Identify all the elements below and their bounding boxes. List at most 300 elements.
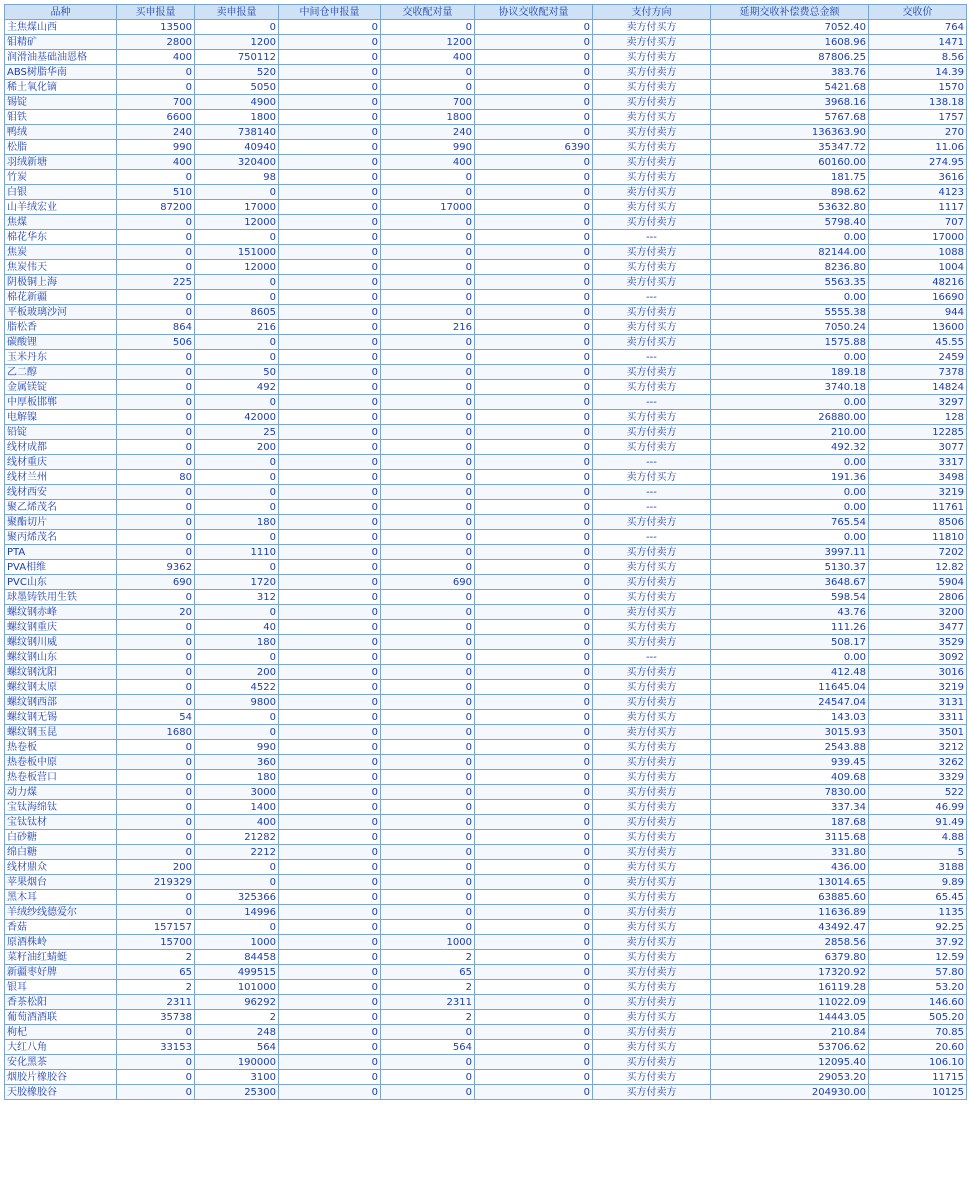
cell-agreement-delivery-matched: 0 [475, 185, 593, 200]
table-row [5, 1085, 967, 1100]
cell-delivery-matched: 0 [381, 230, 475, 245]
cell-delivery-price: 8506 [869, 515, 967, 530]
cell-buy-declared: 0 [117, 545, 195, 560]
cell-payment-direction: 买方付卖方 [593, 980, 711, 995]
cell-intermediate-warehouse-declared: 0 [279, 185, 381, 200]
cell-delivery-matched: 0 [381, 65, 475, 80]
cell-delivery-matched: 0 [381, 560, 475, 575]
cell-delivery-price: 11715 [869, 1070, 967, 1085]
table-row [5, 845, 967, 860]
cell-intermediate-warehouse-declared: 0 [279, 875, 381, 890]
cell-variety: 电解镍 [5, 410, 117, 425]
cell-deferred-compensation-total: 191.36 [711, 470, 869, 485]
cell-delivery-price: 764 [869, 20, 967, 35]
cell-deferred-compensation-total: 0.00 [711, 500, 869, 515]
cell-agreement-delivery-matched: 0 [475, 605, 593, 620]
cell-delivery-price: 12.82 [869, 560, 967, 575]
table-row [5, 1040, 967, 1055]
table-row [5, 770, 967, 785]
cell-payment-direction: 买方付卖方 [593, 620, 711, 635]
cell-agreement-delivery-matched: 0 [475, 515, 593, 530]
cell-payment-direction: 买方付卖方 [593, 155, 711, 170]
cell-deferred-compensation-total: 35347.72 [711, 140, 869, 155]
cell-variety: 热卷板营口 [5, 770, 117, 785]
cell-delivery-price: 4.88 [869, 830, 967, 845]
cell-deferred-compensation-total: 17320.92 [711, 965, 869, 980]
cell-delivery-matched: 0 [381, 1070, 475, 1085]
cell-payment-direction: 买方付卖方 [593, 1055, 711, 1070]
table-row [5, 1025, 967, 1040]
cell-intermediate-warehouse-declared: 0 [279, 200, 381, 215]
cell-variety: 香菇 [5, 920, 117, 935]
cell-variety: 烟胶片橡胶谷 [5, 1070, 117, 1085]
cell-delivery-price: 1117 [869, 200, 967, 215]
cell-intermediate-warehouse-declared: 0 [279, 650, 381, 665]
cell-agreement-delivery-matched: 0 [475, 170, 593, 185]
table-row [5, 455, 967, 470]
cell-buy-declared: 225 [117, 275, 195, 290]
table-row [5, 245, 967, 260]
cell-buy-declared: 20 [117, 605, 195, 620]
cell-agreement-delivery-matched: 0 [475, 200, 593, 215]
column-header-agreement-delivery-matched: 协议交收配对量 [475, 5, 593, 20]
cell-intermediate-warehouse-declared: 0 [279, 740, 381, 755]
table-row [5, 560, 967, 575]
cell-intermediate-warehouse-declared: 0 [279, 545, 381, 560]
cell-delivery-matched: 0 [381, 20, 475, 35]
cell-delivery-matched: 17000 [381, 200, 475, 215]
cell-delivery-matched: 0 [381, 830, 475, 845]
cell-deferred-compensation-total: 5555.38 [711, 305, 869, 320]
cell-payment-direction: 买方付卖方 [593, 245, 711, 260]
cell-delivery-price: 1004 [869, 260, 967, 275]
table-row [5, 350, 967, 365]
table-row [5, 320, 967, 335]
table-row [5, 155, 967, 170]
cell-delivery-price: 65.45 [869, 890, 967, 905]
cell-intermediate-warehouse-declared: 0 [279, 755, 381, 770]
cell-delivery-price: 10125 [869, 1085, 967, 1100]
cell-delivery-price: 1757 [869, 110, 967, 125]
cell-buy-declared: 400 [117, 155, 195, 170]
cell-variety: 羽绒新塘 [5, 155, 117, 170]
cell-intermediate-warehouse-declared: 0 [279, 455, 381, 470]
cell-deferred-compensation-total: 53632.80 [711, 200, 869, 215]
cell-deferred-compensation-total: 12095.40 [711, 1055, 869, 1070]
cell-deferred-compensation-total: 3740.18 [711, 380, 869, 395]
cell-delivery-matched: 0 [381, 290, 475, 305]
cell-payment-direction: 卖方付买方 [593, 560, 711, 575]
cell-variety: 螺纹钢太原 [5, 680, 117, 695]
cell-variety: 聚丙烯茂名 [5, 530, 117, 545]
cell-deferred-compensation-total: 436.00 [711, 860, 869, 875]
cell-intermediate-warehouse-declared: 0 [279, 920, 381, 935]
cell-deferred-compensation-total: 29053.20 [711, 1070, 869, 1085]
cell-variety: 枸杞 [5, 1025, 117, 1040]
cell-deferred-compensation-total: 1575.88 [711, 335, 869, 350]
cell-variety: 葡萄酒酒联 [5, 1010, 117, 1025]
cell-buy-declared: 240 [117, 125, 195, 140]
cell-sell-declared: 25300 [195, 1085, 279, 1100]
cell-delivery-price: 146.60 [869, 995, 967, 1010]
cell-agreement-delivery-matched: 0 [475, 1055, 593, 1070]
cell-delivery-price: 7202 [869, 545, 967, 560]
cell-delivery-matched: 0 [381, 365, 475, 380]
cell-agreement-delivery-matched: 0 [475, 380, 593, 395]
cell-buy-declared: 15700 [117, 935, 195, 950]
cell-deferred-compensation-total: 412.48 [711, 665, 869, 680]
cell-agreement-delivery-matched: 0 [475, 500, 593, 515]
cell-variety: 安化黑茶 [5, 1055, 117, 1070]
cell-agreement-delivery-matched: 0 [475, 950, 593, 965]
cell-deferred-compensation-total: 63885.60 [711, 890, 869, 905]
table-row [5, 290, 967, 305]
cell-deferred-compensation-total: 210.84 [711, 1025, 869, 1040]
cell-delivery-price: 3297 [869, 395, 967, 410]
cell-intermediate-warehouse-declared: 0 [279, 995, 381, 1010]
cell-delivery-matched: 2 [381, 1010, 475, 1025]
cell-deferred-compensation-total: 16119.28 [711, 980, 869, 995]
cell-deferred-compensation-total: 204930.00 [711, 1085, 869, 1100]
cell-deferred-compensation-total: 5130.37 [711, 560, 869, 575]
cell-variety: 金属镁锭 [5, 380, 117, 395]
cell-variety: 线材成都 [5, 440, 117, 455]
cell-sell-declared: 248 [195, 1025, 279, 1040]
cell-agreement-delivery-matched: 0 [475, 830, 593, 845]
cell-buy-declared: 0 [117, 755, 195, 770]
cell-payment-direction: 买方付卖方 [593, 575, 711, 590]
cell-agreement-delivery-matched: 0 [475, 155, 593, 170]
cell-delivery-matched: 0 [381, 245, 475, 260]
table-row [5, 275, 967, 290]
cell-delivery-matched: 0 [381, 755, 475, 770]
cell-agreement-delivery-matched: 0 [475, 1085, 593, 1100]
cell-delivery-price: 48216 [869, 275, 967, 290]
cell-delivery-matched: 2 [381, 950, 475, 965]
cell-deferred-compensation-total: 43492.47 [711, 920, 869, 935]
cell-payment-direction: 买方付卖方 [593, 965, 711, 980]
cell-sell-declared: 1000 [195, 935, 279, 950]
cell-intermediate-warehouse-declared: 0 [279, 980, 381, 995]
cell-buy-declared: 80 [117, 470, 195, 485]
cell-variety: 螺纹钢西部 [5, 695, 117, 710]
cell-sell-declared: 180 [195, 635, 279, 650]
cell-delivery-matched: 0 [381, 845, 475, 860]
cell-deferred-compensation-total: 0.00 [711, 530, 869, 545]
cell-deferred-compensation-total: 2543.88 [711, 740, 869, 755]
cell-delivery-price: 3529 [869, 635, 967, 650]
cell-delivery-matched: 0 [381, 665, 475, 680]
cell-variety: 铅锭 [5, 425, 117, 440]
cell-deferred-compensation-total: 1608.96 [711, 35, 869, 50]
table-row [5, 305, 967, 320]
cell-payment-direction: 卖方付买方 [593, 725, 711, 740]
cell-delivery-matched: 65 [381, 965, 475, 980]
cell-delivery-matched: 0 [381, 635, 475, 650]
cell-buy-declared: 33153 [117, 1040, 195, 1055]
cell-delivery-price: 92.25 [869, 920, 967, 935]
cell-delivery-matched: 0 [381, 410, 475, 425]
cell-sell-declared: 9800 [195, 695, 279, 710]
cell-buy-declared: 1680 [117, 725, 195, 740]
cell-payment-direction: --- [593, 230, 711, 245]
cell-deferred-compensation-total: 3997.11 [711, 545, 869, 560]
cell-deferred-compensation-total: 5798.40 [711, 215, 869, 230]
cell-buy-declared: 506 [117, 335, 195, 350]
cell-variety: 中厚板邯郸 [5, 395, 117, 410]
table-row [5, 185, 967, 200]
cell-buy-declared: 0 [117, 590, 195, 605]
cell-buy-declared: 0 [117, 365, 195, 380]
cell-buy-declared: 13500 [117, 20, 195, 35]
cell-deferred-compensation-total: 3115.68 [711, 830, 869, 845]
cell-payment-direction: 买方付卖方 [593, 260, 711, 275]
cell-delivery-price: 1471 [869, 35, 967, 50]
cell-intermediate-warehouse-declared: 0 [279, 575, 381, 590]
cell-agreement-delivery-matched: 0 [475, 320, 593, 335]
cell-intermediate-warehouse-declared: 0 [279, 140, 381, 155]
cell-buy-declared: 0 [117, 515, 195, 530]
cell-payment-direction: 买方付卖方 [593, 1025, 711, 1040]
cell-sell-declared: 325366 [195, 890, 279, 905]
cell-agreement-delivery-matched: 0 [475, 110, 593, 125]
cell-delivery-matched: 1800 [381, 110, 475, 125]
table-row [5, 470, 967, 485]
cell-delivery-matched: 0 [381, 920, 475, 935]
table-row [5, 545, 967, 560]
cell-intermediate-warehouse-declared: 0 [279, 425, 381, 440]
cell-delivery-price: 138.18 [869, 95, 967, 110]
cell-buy-declared: 0 [117, 350, 195, 365]
cell-agreement-delivery-matched: 0 [475, 335, 593, 350]
cell-intermediate-warehouse-declared: 0 [279, 830, 381, 845]
cell-delivery-matched: 0 [381, 275, 475, 290]
cell-payment-direction: --- [593, 650, 711, 665]
cell-deferred-compensation-total: 7830.00 [711, 785, 869, 800]
cell-intermediate-warehouse-declared: 0 [279, 785, 381, 800]
cell-sell-declared: 0 [195, 485, 279, 500]
table-row [5, 785, 967, 800]
cell-sell-declared: 12000 [195, 215, 279, 230]
table-row [5, 650, 967, 665]
cell-buy-declared: 0 [117, 65, 195, 80]
table-row [5, 125, 967, 140]
cell-payment-direction: --- [593, 350, 711, 365]
cell-variety: 棉花华东 [5, 230, 117, 245]
cell-delivery-price: 3219 [869, 485, 967, 500]
cell-payment-direction: 卖方付买方 [593, 1040, 711, 1055]
column-header-deferred-compensation-total: 延期交收补偿费总金额 [711, 5, 869, 20]
cell-agreement-delivery-matched: 0 [475, 215, 593, 230]
cell-delivery-matched: 216 [381, 320, 475, 335]
cell-deferred-compensation-total: 210.00 [711, 425, 869, 440]
cell-agreement-delivery-matched: 0 [475, 275, 593, 290]
table-row [5, 140, 967, 155]
cell-delivery-price: 53.20 [869, 980, 967, 995]
cell-delivery-matched: 0 [381, 515, 475, 530]
cell-payment-direction: 卖方付买方 [593, 110, 711, 125]
table-row [5, 935, 967, 950]
cell-payment-direction: --- [593, 500, 711, 515]
cell-buy-declared: 0 [117, 785, 195, 800]
cell-payment-direction: 买方付卖方 [593, 215, 711, 230]
cell-delivery-price: 46.99 [869, 800, 967, 815]
cell-payment-direction: 卖方付买方 [593, 605, 711, 620]
cell-agreement-delivery-matched: 0 [475, 530, 593, 545]
cell-delivery-matched: 700 [381, 95, 475, 110]
cell-delivery-price: 522 [869, 785, 967, 800]
cell-agreement-delivery-matched: 0 [475, 35, 593, 50]
cell-payment-direction: 买方付卖方 [593, 740, 711, 755]
cell-buy-declared: 0 [117, 500, 195, 515]
cell-intermediate-warehouse-declared: 0 [279, 410, 381, 425]
cell-buy-declared: 0 [117, 680, 195, 695]
cell-sell-declared: 17000 [195, 200, 279, 215]
cell-deferred-compensation-total: 337.34 [711, 800, 869, 815]
cell-variety: 钼铁 [5, 110, 117, 125]
cell-variety: 热卷板 [5, 740, 117, 755]
cell-delivery-price: 13600 [869, 320, 967, 335]
cell-agreement-delivery-matched: 0 [475, 560, 593, 575]
cell-variety: 苹果烟台 [5, 875, 117, 890]
table-row [5, 395, 967, 410]
cell-deferred-compensation-total: 87806.25 [711, 50, 869, 65]
cell-delivery-matched: 0 [381, 185, 475, 200]
cell-sell-declared: 216 [195, 320, 279, 335]
cell-delivery-price: 3498 [869, 470, 967, 485]
cell-payment-direction: 卖方付买方 [593, 335, 711, 350]
cell-variety: 绵白糖 [5, 845, 117, 860]
cell-buy-declared: 0 [117, 260, 195, 275]
cell-agreement-delivery-matched: 0 [475, 845, 593, 860]
cell-deferred-compensation-total: 60160.00 [711, 155, 869, 170]
cell-sell-declared: 50 [195, 365, 279, 380]
cell-delivery-price: 3262 [869, 755, 967, 770]
cell-sell-declared: 0 [195, 335, 279, 350]
table-row [5, 50, 967, 65]
cell-intermediate-warehouse-declared: 0 [279, 530, 381, 545]
cell-intermediate-warehouse-declared: 0 [279, 125, 381, 140]
cell-sell-declared: 360 [195, 755, 279, 770]
cell-agreement-delivery-matched: 0 [475, 635, 593, 650]
table-row [5, 590, 967, 605]
cell-delivery-price: 3317 [869, 455, 967, 470]
table-row [5, 80, 967, 95]
table-row [5, 680, 967, 695]
table-row [5, 980, 967, 995]
cell-sell-declared: 750112 [195, 50, 279, 65]
cell-variety: 主焦煤山西 [5, 20, 117, 35]
cell-delivery-price: 3311 [869, 710, 967, 725]
table-row [5, 380, 967, 395]
cell-variety: 螺纹钢无锡 [5, 710, 117, 725]
cell-sell-declared: 312 [195, 590, 279, 605]
cell-sell-declared: 0 [195, 605, 279, 620]
cell-delivery-price: 3131 [869, 695, 967, 710]
cell-buy-declared: 65 [117, 965, 195, 980]
cell-payment-direction: 买方付卖方 [593, 545, 711, 560]
cell-deferred-compensation-total: 492.32 [711, 440, 869, 455]
cell-payment-direction: 卖方付买方 [593, 275, 711, 290]
cell-buy-declared: 0 [117, 620, 195, 635]
cell-intermediate-warehouse-declared: 0 [279, 485, 381, 500]
cell-sell-declared: 0 [195, 500, 279, 515]
cell-agreement-delivery-matched: 0 [475, 440, 593, 455]
cell-buy-declared: 0 [117, 290, 195, 305]
cell-delivery-matched: 0 [381, 905, 475, 920]
cell-intermediate-warehouse-declared: 0 [279, 1025, 381, 1040]
cell-sell-declared: 4900 [195, 95, 279, 110]
cell-delivery-price: 20.60 [869, 1040, 967, 1055]
cell-agreement-delivery-matched: 0 [475, 590, 593, 605]
cell-intermediate-warehouse-declared: 0 [279, 710, 381, 725]
cell-variety: 玉米丹东 [5, 350, 117, 365]
cell-sell-declared: 0 [195, 350, 279, 365]
cell-intermediate-warehouse-declared: 0 [279, 1040, 381, 1055]
cell-buy-declared: 0 [117, 230, 195, 245]
cell-deferred-compensation-total: 0.00 [711, 395, 869, 410]
table-row [5, 755, 967, 770]
table-row [5, 500, 967, 515]
cell-deferred-compensation-total: 3015.93 [711, 725, 869, 740]
cell-delivery-price: 57.80 [869, 965, 967, 980]
cell-buy-declared: 2311 [117, 995, 195, 1010]
cell-variety: 白银 [5, 185, 117, 200]
column-header-buy-declared: 买申报量 [117, 5, 195, 20]
cell-agreement-delivery-matched: 0 [475, 875, 593, 890]
cell-intermediate-warehouse-declared: 0 [279, 605, 381, 620]
table-row [5, 1055, 967, 1070]
cell-variety: 天胶橡胶谷 [5, 1085, 117, 1100]
cell-sell-declared: 84458 [195, 950, 279, 965]
cell-agreement-delivery-matched: 0 [475, 785, 593, 800]
cell-delivery-price: 12.59 [869, 950, 967, 965]
cell-variety: 香茶松阳 [5, 995, 117, 1010]
cell-delivery-matched: 0 [381, 1025, 475, 1040]
cell-payment-direction: 买方付卖方 [593, 1085, 711, 1100]
cell-payment-direction: 买方付卖方 [593, 305, 711, 320]
cell-buy-declared: 9362 [117, 560, 195, 575]
cell-intermediate-warehouse-declared: 0 [279, 440, 381, 455]
cell-sell-declared: 1400 [195, 800, 279, 815]
cell-deferred-compensation-total: 187.68 [711, 815, 869, 830]
cell-deferred-compensation-total: 5767.68 [711, 110, 869, 125]
cell-deferred-compensation-total: 2858.56 [711, 935, 869, 950]
cell-payment-direction: 买方付卖方 [593, 515, 711, 530]
cell-deferred-compensation-total: 0.00 [711, 650, 869, 665]
cell-sell-declared: 180 [195, 515, 279, 530]
cell-sell-declared: 98 [195, 170, 279, 185]
cell-agreement-delivery-matched: 0 [475, 680, 593, 695]
cell-variety: 碳酸锂 [5, 335, 117, 350]
cell-buy-declared: 864 [117, 320, 195, 335]
cell-agreement-delivery-matched: 0 [475, 470, 593, 485]
table-row [5, 35, 967, 50]
cell-delivery-price: 2459 [869, 350, 967, 365]
cell-buy-declared: 0 [117, 770, 195, 785]
cell-delivery-matched: 0 [381, 815, 475, 830]
cell-deferred-compensation-total: 0.00 [711, 230, 869, 245]
cell-deferred-compensation-total: 0.00 [711, 455, 869, 470]
cell-buy-declared: 2 [117, 950, 195, 965]
table-row [5, 620, 967, 635]
cell-delivery-matched: 0 [381, 785, 475, 800]
cell-variety: 白砂糖 [5, 830, 117, 845]
cell-delivery-matched: 0 [381, 770, 475, 785]
cell-delivery-matched: 0 [381, 1055, 475, 1070]
cell-delivery-matched: 0 [381, 485, 475, 500]
cell-variety: 羊绒纱线德爱尔 [5, 905, 117, 920]
